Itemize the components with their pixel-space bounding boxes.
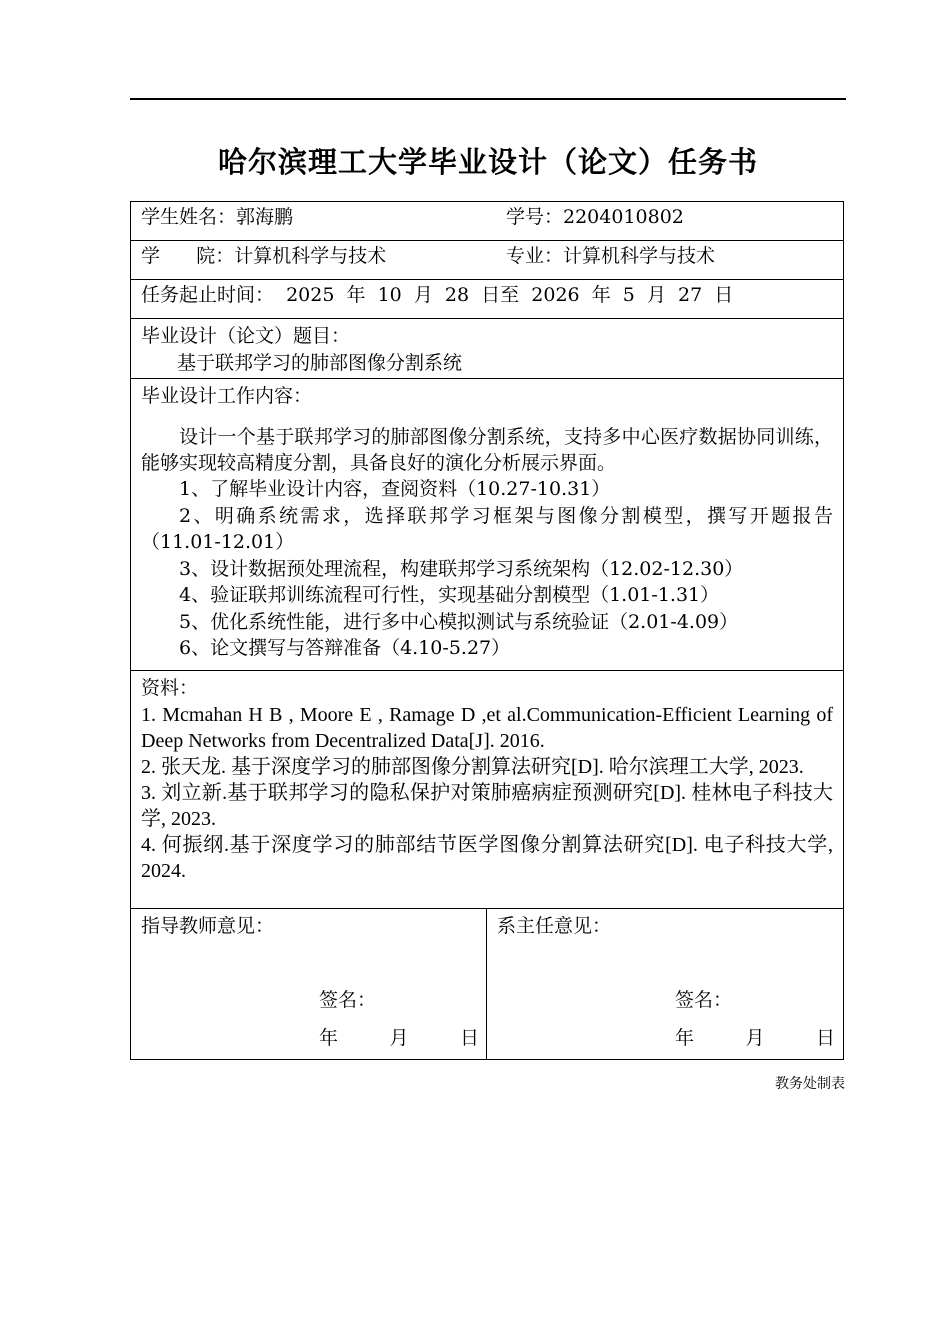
work-intro: 设计一个基于联邦学习的肺部图像分割系统，支持多中心医疗数据协同训练，能够实现较高精度分割，具备良好的演化分析展示界面。 — [141, 426, 834, 474]
document-title: 哈尔滨理工大学毕业设计（论文）任务书 — [217, 145, 758, 179]
month-label: 月 — [389, 1027, 409, 1049]
advisor-date — [319, 1024, 479, 1052]
year-label: 年 — [319, 1027, 339, 1049]
major: 专业：计算机科学与技术 — [506, 245, 716, 267]
reference-item: 3. 刘立新.基于联邦学习的隐私保护对策肺癌病症预测研究[D]. 桂林电子科技大学, 2023. — [141, 782, 834, 830]
reference-item: 1. Mcmahan H B , Moore E , Ramage D ,et al.Communication-Efficient Learning of Deep Networks from Decentralized Data[J]. 2016. — [141, 704, 834, 752]
advisor-opinion-label: 指导教师意见： — [141, 915, 275, 937]
work-row — [131, 379, 844, 671]
work-step: 4、验证联邦训练流程可行性，实现基础分割模型（1.01-1.31） — [179, 584, 720, 606]
director-opinion-label: 系主任意见： — [497, 915, 612, 937]
student-id: 学号：2204010802 — [506, 206, 684, 228]
topic-label: 毕业设计（论文）题目： — [141, 325, 351, 347]
references-row — [131, 671, 844, 909]
opinion-row — [131, 909, 844, 1060]
reference-item: 4. 何振纲.基于深度学习的肺部结节医学图像分割算法研究[D]. 电子科技大学, 2024. — [141, 834, 834, 882]
college: 学 院：计算机科学与技术 — [141, 245, 387, 267]
student-name: 学生姓名：郭海鹏 — [141, 206, 294, 228]
work-step: 2、明确系统需求，选择联邦学习框架与图像分割模型，撰写开题报告（11.01-12.01） — [141, 504, 834, 553]
task-period: 任务起止时间： 2025 年 10 月 28 日至 2026 年 5 月 27 日 — [141, 284, 734, 306]
student-row — [131, 202, 844, 241]
director-signature-label: 签名： — [675, 989, 733, 1011]
topic-row — [131, 319, 844, 379]
day-label: 日 — [459, 1027, 479, 1049]
period-row — [131, 280, 844, 319]
work-step: 6、论文撰写与答辩准备（4.10-5.27） — [179, 637, 511, 659]
references-label: 资料： — [141, 677, 199, 699]
month-label: 月 — [745, 1027, 765, 1049]
advisor-opinion-cell — [131, 909, 487, 1060]
year-label: 年 — [675, 1027, 695, 1049]
topic-value: 基于联邦学习的肺部图像分割系统 — [177, 352, 463, 374]
footer-note: 教务处制表 — [775, 1076, 845, 1092]
work-step: 5、优化系统性能，进行多中心模拟测试与系统验证（2.01-4.09） — [179, 610, 739, 633]
reference-item: 2. 张天龙. 基于深度学习的肺部图像分割算法研究[D]. 哈尔滨理工大学, 2023. — [141, 756, 804, 778]
director-opinion-cell — [487, 909, 844, 1060]
day-label: 日 — [815, 1027, 835, 1049]
director-date — [675, 1024, 835, 1052]
college-row — [131, 241, 844, 280]
task-form-table — [130, 201, 844, 1060]
advisor-signature-label: 签名： — [319, 989, 377, 1011]
work-step: 1、了解毕业设计内容，查阅资料（10.27-10.31） — [179, 478, 611, 500]
header-rule — [130, 98, 846, 100]
work-label: 毕业设计工作内容： — [141, 385, 313, 407]
work-step: 3、设计数据预处理流程，构建联邦学习系统架构（12.02-12.30） — [179, 557, 744, 580]
